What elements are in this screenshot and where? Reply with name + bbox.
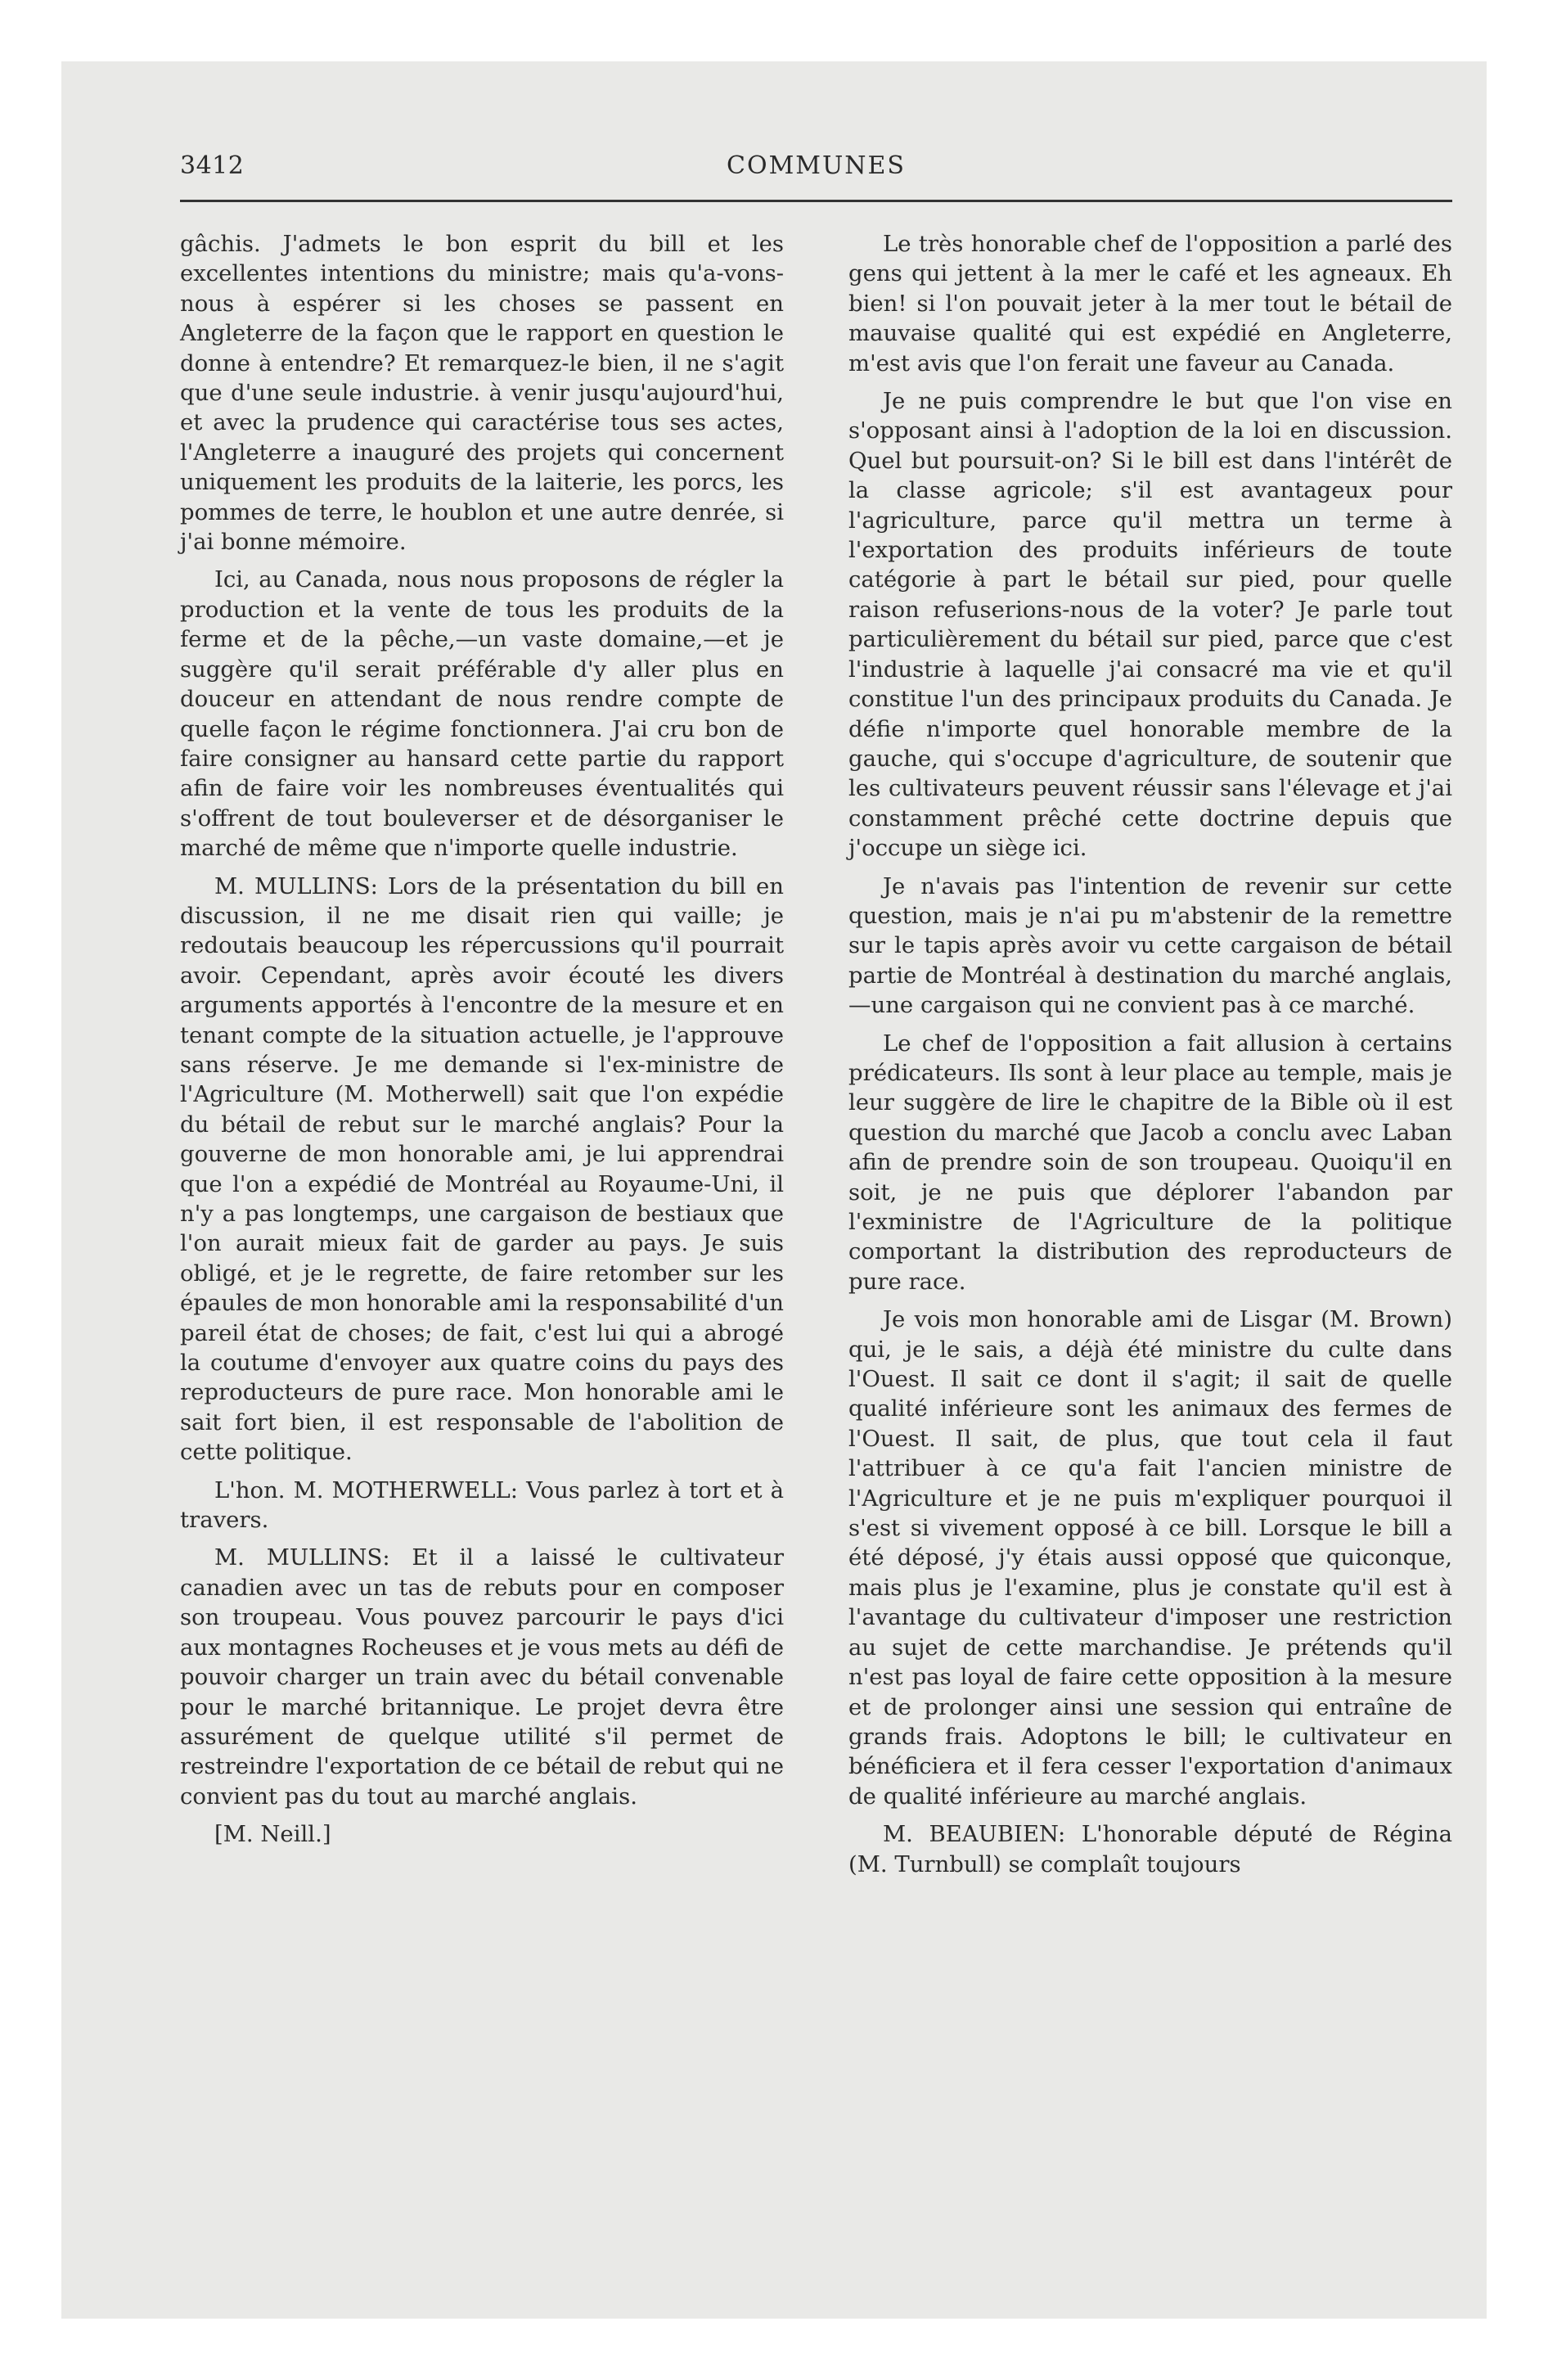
paragraph: Ici, au Canada, nous nous proposons de régler la production et la vente de tous les produits de la ferme et de la pêche,—un vaste domaine,—et je suggère qu'il serait préférable d'y aller plus en douceur en attendant de nous rendre compte de quelle façon le régime fonctionnera. J'ai cru bon de faire consigner au hansard cette partie du rapport afin de faire voir les nombreuses éventualités qui s'offrent de tout bouleverser et de désorganiser le marché de même que n'importe quelle industrie. [180, 566, 784, 862]
left-column [180, 229, 784, 1858]
paragraph: Le chef de l'opposition a fait allusion à certains prédicateurs. Ils sont à leur place au temple, mais je leur suggère de lire le chapitre de la Bible où il est question du marché que Jacob a conclu avec Laban afin de prendre soin de son troupeau. Quoiqu'il en soit, je ne puis que déplorer l'abandon par l'exministre de l'Agriculture de la politique comportant la distribution des reproducteurs de pure race. [848, 1030, 1452, 1295]
page-number: 3412 [180, 151, 245, 180]
paragraph: M. MULLINS: Lors de la présentation du bill en discussion, il ne me disait rien qui vaille; je redoutais beaucoup les répercussions qu'il pourrait avoir. Cependant, après avoir écouté les divers arguments apportés à l'encontre de la mesure et en tenant compte de la situation actuelle, je l'approuve sans réserve. Je me demande si l'ex-ministre de l'Agriculture (M. Motherwell) sait que l'on expédie du bétail de rebut sur le marché anglais? Pour la gouverne de mon honorable ami, je lui apprendrai que l'on a expédié de Montréal au Royaume-Uni, il n'y a pas longtemps, une cargaison de bestiaux que l'on aurait mieux fait de garder au pays. Je suis obligé, et je le regrette, de faire retomber sur les épaules de mon honorable ami la responsabilité d'un pareil état de choses; de fait, c'est lui qui a abrogé la coutume d'envoyer aux quatre coins du pays des reproducteurs de pure race. Mon honorable ami le sait fort bien, il est responsable de l'abolition de cette politique. [180, 872, 784, 1466]
paragraph: L'hon. M. MOTHERWELL: Vous parlez à tort et à travers. [180, 1476, 784, 1534]
paragraph: Je ne puis comprendre le but que l'on vise en s'opposant ainsi à l'adoption de la loi en discussion. Quel but poursuit-on? Si le bill est dans l'intérêt de la classe agricole; s'il est avantageux pour l'agriculture, parce qu'il mettra un terme à l'exportation des produits inférieurs de toute catégorie à part le bétail sur pied, pour quelle raison refuserions-nous de la voter? Je parle tout particulièrement du bétail sur pied, parce que c'est l'industrie à laquelle j'ai consacré ma vie et qu'il constitue l'un des principaux produits du Canada. Je défie n'importe quel honorable membre de la gauche, qui s'occupe d'agriculture, de soutenir que les cultivateurs peuvent réussir sans l'élevage et j'ai constamment prêché cette doctrine depuis que j'occupe un siège ici. [848, 388, 1452, 862]
speaker-note: [M. Neill.] [214, 1821, 331, 1848]
header-rule [180, 200, 1452, 202]
paragraph: gâchis. J'admets le bon esprit du bill et les excellentes intentions du ministre; mais qu'a-vons-nous à espérer si les choses se passent en Angleterre de la façon que le rapport en question le donne à entendre? Et remarquez-le bien, il ne s'agit que d'une seule industrie. à venir jusqu'aujourd'hui, et avec la prudence qui caractérise tous ses actes, l'Angleterre a inauguré des projets qui concernent uniquement les produits de la laiterie, les porcs, les pommes de terre, le houblon et une autre denrée, si j'ai bonne mémoire. [180, 231, 784, 556]
paragraph: M. BEAUBIEN: L'honorable député de Régina (M. Turnbull) se complaît toujours [848, 1821, 1452, 1877]
page-header [180, 151, 1452, 184]
paragraph: Le très honorable chef de l'opposition a parlé des gens qui jettent à la mer le café et les agneaux. Eh bien! si l'on pouvait jeter à la mer tout le bétail de mauvaise qualité qui est expédié en Angleterre, m'est avis que l'on ferait une faveur au Canada. [848, 231, 1452, 376]
running-head: COMMUNES [727, 151, 906, 180]
paragraph: Je n'avais pas l'intention de revenir sur cette question, mais je n'ai pu m'abstenir de la remettre sur le tapis après avoir vu cette cargaison de bétail partie de Montréal à destination du marché anglais,—une cargaison qui ne convient pas à ce marché. [848, 872, 1452, 1019]
paragraph: M. MULLINS: Et il a laissé le cultivateur canadien avec un tas de rebuts pour en composer son troupeau. Vous pouvez parcourir le pays d'ici aux montagnes Rocheuses et je vous mets au défi de pouvoir charger un train avec du bétail convenable pour le marché britannique. Le projet devra être assurément de quelque utilité s'il permet de restreindre l'exportation de ce bétail de rebut qui ne convient pas du tout au marché anglais. [180, 1544, 784, 1810]
right-column [848, 229, 1452, 1887]
paragraph: Je vois mon honorable ami de Lisgar (M. Brown) qui, je le sais, a déjà été ministre du culte dans l'Ouest. Il sait ce dont il s'agit; il sait de quelle qualité inférieure sont les animaux des fermes de l'Ouest. Il sait, de plus, que tout cela il faut l'attribuer à ce qu'a fait l'ancien ministre de l'Agriculture et je ne puis m'expliquer pourquoi il s'est si vivement opposé à ce bill. Lorsque le bill a été déposé, j'y étais aussi opposé que quiconque, mais plus je l'examine, plus je constate qu'il est à l'avantage du cultivateur d'imposer une restriction au sujet de cette marchandise. Je prétends qu'il n'est pas loyal de faire cette opposition à la mesure et de prolonger ainsi une session qui entraîne de grands frais. Adoptons le bill; le cultivateur en bénéficiera et il fera cesser l'exportation d'animaux de qualité inférieure au marché anglais. [848, 1306, 1452, 1810]
